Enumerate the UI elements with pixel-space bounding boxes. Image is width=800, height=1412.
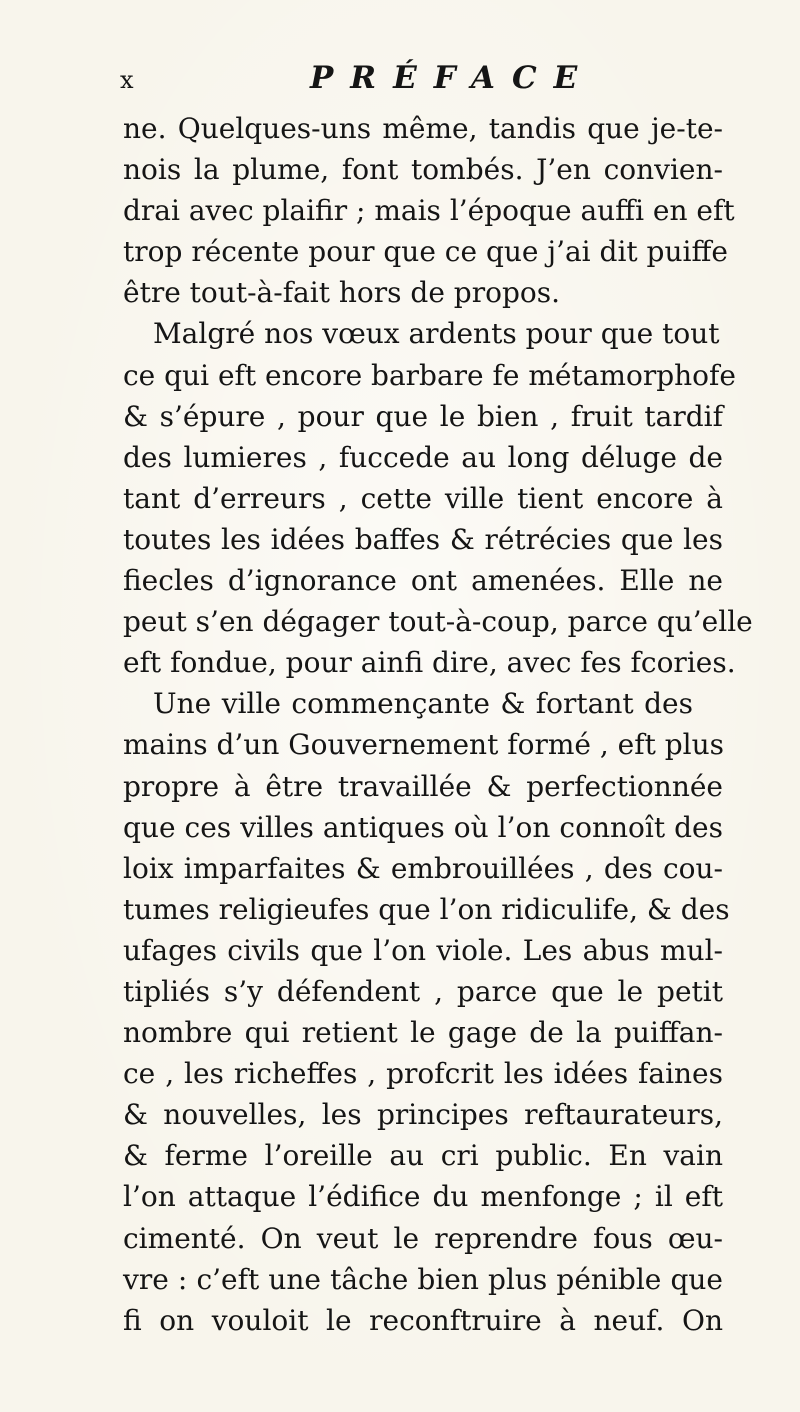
text-line-content: Malgré nos vœux ardents pour que tout [153,317,720,351]
text-line-content: ne. Quelques-uns même, tandis que je-te- [123,112,723,145]
text-line [123,313,723,354]
text-line-content: des lumieres , fuccede au long déluge de [123,440,723,474]
text-line-content: fiecles d’ignorance ont amenées. Elle ne [123,564,723,598]
text-line [123,642,736,683]
text-line-content: Une ville commençante & fortant des [153,687,693,721]
text-line-content: tumes religieufes que l’on ridiculife, & des [123,892,730,926]
text-line [123,930,723,971]
text-line [123,601,753,642]
text-line-content: mains d’un Gouvernement formé , eft plus [123,728,725,762]
text-line [123,1053,723,1094]
text-line [123,1012,723,1053]
text-line-content: être tout-à-fait hors de propos. [123,276,561,310]
text-line-content: ufages civils que l’on viole. Les abus mul- [123,933,723,967]
text-line-content: nombre qui retient le gage de la puiffan- [123,1016,723,1050]
text-line [123,437,723,478]
text-line [123,355,736,396]
text-line-content: ce qui eft encore barbare fe métamorphofe [123,358,736,392]
body-text [123,108,753,1341]
text-line [123,807,723,848]
text-line-content: l’on attaque l’édifice du menfonge ; il eft [123,1180,723,1214]
text-line [123,1176,723,1217]
running-head: PRÉFACE [310,60,595,96]
text-line [123,1300,723,1341]
page-header [120,60,680,96]
text-line [123,560,723,601]
text-line [123,848,723,889]
text-line [123,231,728,272]
text-line-content: & nouvelles, les principes reftaurateurs, [123,1098,723,1132]
text-line-content: nois la plume, font tombés. J’en convien- [123,153,723,187]
text-line [123,971,723,1012]
text-line-content: tipliés s’y défendent , parce que le petit [123,974,723,1008]
text-line-content: ce , les richeffes , profcrit les idées faines [123,1057,723,1091]
text-line-content: que ces villes antiques où l’on connoît des [123,810,723,844]
text-line [123,190,735,231]
text-line-content: toutes les idées baffes & rétrécies que les [123,522,723,556]
text-line [123,1135,723,1176]
text-line-content: vre : c’eft une tâche bien plus pénible que [123,1262,723,1296]
text-line-content: peut s’en dégager tout-à-coup, parce qu’elle [123,605,753,639]
text-line-content: & ferme l’oreille au cri public. En vain [123,1139,723,1173]
text-line-content: propre à être travaillée & perfectionnée [123,769,723,803]
text-line [123,396,723,437]
text-line-content: loix imparfaites & embrouillées , des cou- [123,851,723,885]
text-line-content: trop récente pour que ce que j’ai dit puiffe [123,235,728,269]
text-line-content: fi on vouloit le reconftruire à neuf. On [123,1303,723,1337]
text-line-content: tant d’erreurs , cette ville tient encore à [123,481,723,515]
text-line [123,683,723,724]
text-line-content: & s’épure , pour que le bien , fruit tardif [123,399,723,433]
text-line [123,519,723,560]
text-line [123,1094,723,1135]
text-line-content: cimenté. On veut le reprendre fous œu- [123,1221,723,1255]
text-line-content: eft fondue, pour ainfi dire, avec fes fcories. [123,646,736,680]
text-line-content: drai avec plaifir ; mais l’époque auffi en eft [123,194,735,228]
text-line [123,1218,723,1259]
text-line [123,724,723,765]
text-line [123,766,723,807]
text-line [123,149,723,190]
text-line [123,1259,723,1300]
text-line [123,108,723,149]
text-line [123,272,723,313]
text-line [123,478,723,519]
page-number: x [120,66,135,94]
text-line [123,889,730,930]
